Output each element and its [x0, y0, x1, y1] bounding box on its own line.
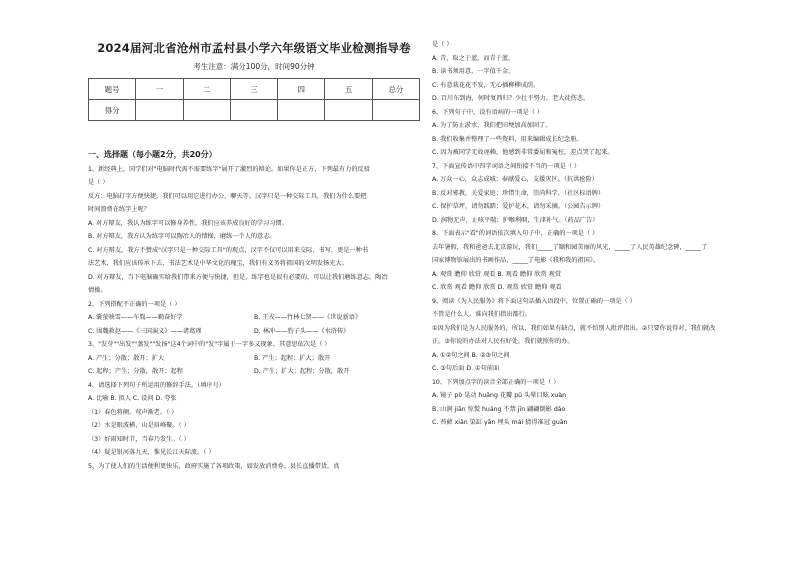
score-header-cell: 三	[230, 79, 277, 100]
question-line: （1）春色将阑，莺声渐老。（ ）	[88, 408, 178, 416]
question-line: 正。③你说的办法对人民有好处，我们就照你的办。	[432, 338, 574, 345]
answer-option: D. 润物无声，止咳平喘；护喉利咽，生津补气。（药品广告）	[432, 216, 599, 224]
answer-option: B. 我们收集并整理了一些资料，用来编辑成长纪念册。	[432, 135, 583, 143]
question-line: 9、阅读《为人民服务》将下面这句话插入语段中，位置正确的一项是（ ）	[432, 297, 636, 305]
answer-option: B. 读书须用意，一字值千金。	[432, 68, 515, 75]
answer-option: D. 对方辩友，当下电脑确实给我们带来方便与快捷，但是，练字也是很有必要的，可以让我们磨练意志，陶冶	[88, 273, 388, 281]
score-header-cell: 五	[325, 79, 372, 100]
answer-option: D. 林冲——豹子头——《水浒传》	[254, 327, 350, 335]
question-line: 时间浪费在练字上呢？	[88, 206, 150, 213]
answer-option: A. 对方辩友，我认为练字可以修身养性，我们应该养成良好的学习习惯。	[88, 219, 288, 227]
question-line: （3）好雨知时节，当春乃发生。（ ）	[88, 435, 190, 443]
question-line: 反方：电脑打字方便快捷，我们可以用它进行办公、聊天等。汉字只是一种交际工具，我们为什么要把	[88, 192, 367, 200]
score-header-cell: 一	[136, 79, 183, 100]
section-title: 一、选择题（每小题2分，共20分）	[88, 150, 217, 159]
option-row	[88, 354, 420, 363]
answer-option: C. 对方辩友，我方不赞成"汉字只是一种交际工具"的观点，汉字不仅可以用来交际、书写，更是一种书	[88, 246, 369, 254]
option-row	[88, 313, 420, 322]
score-header-cell: 二	[183, 79, 230, 100]
score-row-label: 得分	[89, 100, 136, 121]
answer-option: C. 有意栽花花不发，无心插柳柳成荫。	[432, 81, 540, 89]
option-row	[88, 367, 420, 376]
answer-option: A. ①②句之间 B. ②③句之间	[432, 351, 510, 359]
question-line: 3、"发芽""出发""蒸发""发扬"这4个词中的"发"字属于一字多义现象，其意思依次是（ ）	[88, 341, 331, 348]
answer-option: B. 王戎——竹林七贤——《世说新语》	[254, 314, 362, 321]
answer-option: 情操。	[88, 287, 107, 294]
answer-option: C. 欣赏 观看 瞻仰 欣赏 D. 观赏 欣赏 瞻仰 观看	[432, 284, 562, 291]
question-line: 国家博物馆展出的书画作品，_____了电影《我和我的祖国》。	[432, 257, 600, 264]
score-cell[interactable]	[278, 100, 325, 121]
question-line: 4、请选择下列句子所运用的修辞手法。（填序号）	[88, 381, 225, 389]
answer-option: A. 观赏 瞻仰 欣赏 观看 B. 观看 瞻仰 欣赏 观赏	[432, 270, 562, 278]
left-column	[88, 40, 420, 471]
score-header-cell: 四	[278, 79, 325, 100]
score-cell[interactable]	[325, 100, 372, 121]
question-line: 2、下列搭配不正确的一项是（ ）	[88, 300, 181, 308]
answer-option: A. 镜子 pò 晃动 huǎng 花瓣 pǔ 头晕目眩 xuàn	[432, 392, 567, 399]
answer-option: B. 对方辩友，我方认为练字可以陶冶人的情操，磨练一个人的意志。	[88, 233, 276, 240]
score-cell[interactable]	[183, 100, 230, 121]
question-line: 5、为了使人们的生活便利更快乐，政府实施了各项政策，如发放消费券、县长直播带货，真	[88, 462, 340, 470]
question-line: 6、下列句子中，没有语病的一项是（ ）	[432, 108, 544, 116]
exam-notice: 考生注意：满分100分，时间90分钟	[193, 62, 315, 71]
option-row	[88, 327, 420, 336]
question-line: 是（ ）	[432, 41, 453, 48]
exam-title: 2024届河北省沧州市孟村县小学六年级语文毕业检测指导卷	[97, 41, 411, 55]
answer-option: A. 为了防止淤水，我们把田埂加高加固了。	[432, 122, 552, 129]
question-line: （2）水是眼波横，山是眉峰聚。（ ）	[88, 422, 190, 429]
answer-option: A. 囊萤映雪——车胤——勤奋好学	[88, 314, 183, 321]
answer-option: C. 苔藓 xiān 染缸 yǎn 埋头 mái 猜得准冠 guān	[432, 419, 568, 426]
answer-option: 法艺术，我们应该传承下去，书法艺术是中华文化的瑰宝，我们有义务将祖国的文明发扬光大。	[88, 260, 348, 267]
answer-option: B. 反对邪教，关爱家庭；珍惜生命，崇尚科学。（社区标语牌）	[432, 189, 605, 197]
score-table	[88, 78, 420, 121]
score-cell[interactable]	[230, 100, 277, 121]
score-header-cell: 题号	[89, 79, 136, 100]
question-line: （4）疑是银河落九天，惟见长江天际流。（ ）	[88, 449, 215, 456]
question-line: 去年暑假，我和爸爸去北京游玩，我们_____了颐和园美丽的风光，_____了人民英雄纪念碑，_____了	[432, 243, 708, 251]
answer-option: C. 围魏救赵——《三国演义》——诸葛瑾	[88, 327, 202, 335]
answer-option: A. 产生；分散；散开；扩大	[88, 354, 165, 362]
answer-option: D. 百川东到海，何时复西归？少壮不努力，老大徒伤悲。	[432, 95, 590, 102]
question-line: ①因为我们是为人民服务的，所以，我们如果有缺点，就不怕别人批评指出。②只要你说得对，我们就改	[432, 324, 716, 332]
answer-option: A. 比喻 B. 拟人 C. 设问 D. 夸张	[88, 395, 177, 402]
score-cell[interactable]	[372, 100, 419, 121]
answer-option: D. 产生；扩大；起程；分散，散开	[254, 368, 350, 375]
answer-option: C. 保护草坪，请勿践踏；爱护花木，请勿采摘。（公园告示牌）	[432, 203, 605, 210]
score-cell[interactable]	[136, 100, 183, 121]
question-line: 是（ ）	[88, 179, 109, 186]
question-line: 1、新经典上，同学们对"电脑时代需不需要练字"展开了激烈的辩论。如果你是正方，下列最有力的反驳	[88, 165, 370, 173]
answer-option: C. ③句后面 D. ①句前面	[432, 365, 500, 372]
right-column	[432, 40, 718, 427]
answer-option: A. 青，取之于蓝，而青于蓝。	[432, 54, 515, 62]
answer-option: B. 产生；起程；扩大；散开	[254, 354, 331, 362]
answer-option: C. 起程；产生；分散，散开；起程	[88, 368, 183, 375]
question-line: 10、下列加点字的读音全部正确的一项是（ ）	[432, 378, 560, 386]
score-table-score-row	[89, 100, 420, 121]
question-line: 不管是什么人，谁向我们指出都行。	[432, 311, 531, 318]
answer-option: A. 万众一心，众志成城；奉献爱心，支援灾区。（抗洪抢险）	[432, 176, 598, 183]
answer-option: C. 因为被同学无故诬赖，他感到非常委屈和冤枉，差点哭了起来。	[432, 149, 614, 156]
answer-option: B. 山涧 jiān 惊慌 huáng 不禁 jīn 翩翩倒影 dào	[432, 405, 566, 413]
question-line: 7、下面宣传语中四字词语之间衔接不当的一项是（ ）	[432, 162, 581, 170]
score-header-cell: 总分	[372, 79, 419, 100]
question-line: 8、下面表示"看"的词语依次填入句子中，正确的一项是（ ）	[432, 230, 599, 237]
score-table-header-row	[89, 79, 420, 100]
